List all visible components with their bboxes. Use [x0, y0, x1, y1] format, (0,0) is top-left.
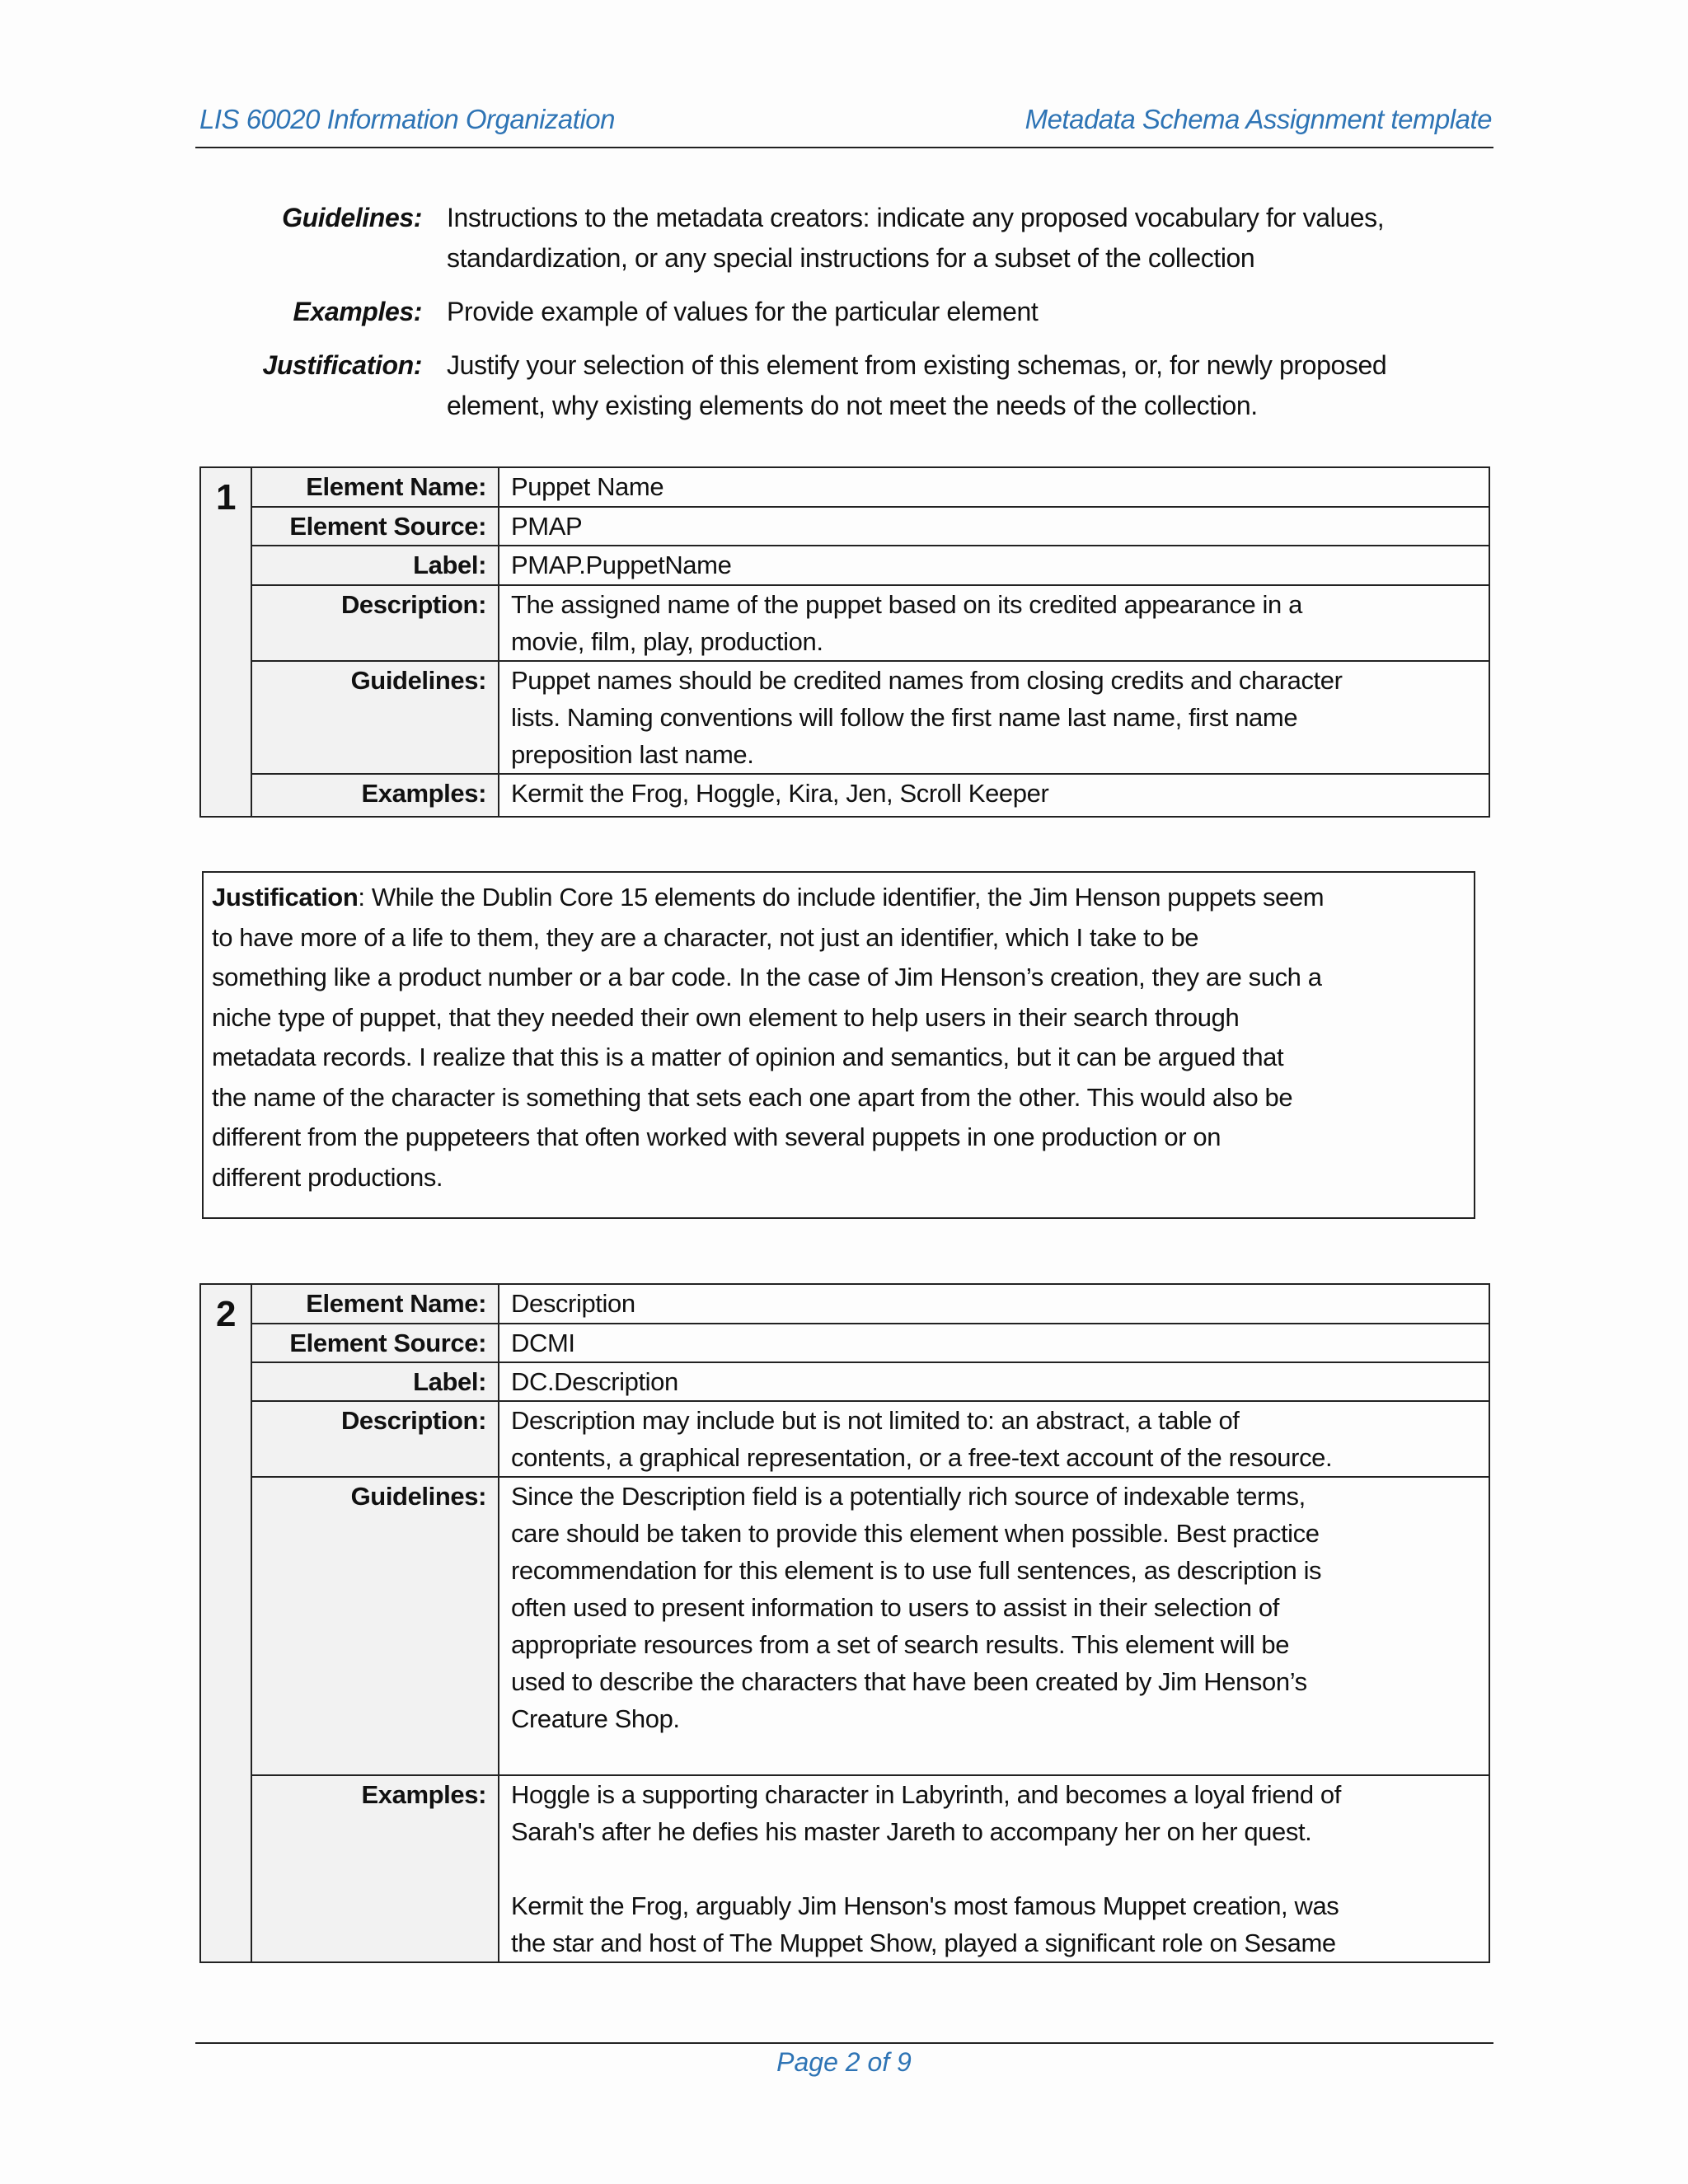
text-line: : While the Dublin Core 15 elements do include identifier, the Jim Henson puppets seem — [358, 883, 1325, 912]
header-doc-title: Metadata Schema Assignment template — [1025, 104, 1492, 134]
text-line: Description may include but is not limited to: an abstract, a table of — [511, 1406, 1240, 1435]
text-line: Description — [511, 1289, 635, 1318]
text-line: The assigned name of the puppet based on its credited appearance in a — [511, 590, 1302, 619]
field-label: Element Source: — [251, 507, 499, 546]
field-value — [499, 1362, 1489, 1401]
element-table-1 — [199, 466, 1490, 818]
text-line: DCMI — [511, 1329, 575, 1357]
text-line: Kermit the Frog, arguably Jim Henson's most famous Muppet creation, was — [511, 1891, 1339, 1920]
element-number: 1 — [200, 467, 251, 817]
element-row — [200, 1401, 1489, 1477]
text-line: movie, film, play, production. — [511, 627, 823, 656]
text-line: Instructions to the metadata creators: indicate any proposed vocabulary for values, — [447, 203, 1385, 232]
field-label: Label: — [251, 546, 499, 585]
element-row — [200, 1324, 1489, 1362]
text-line: care should be taken to provide this element when possible. Best practice — [511, 1519, 1320, 1548]
field-value — [499, 546, 1489, 585]
field-label: Guidelines: — [251, 1477, 499, 1775]
field-value — [499, 585, 1489, 661]
text-line: element, why existing elements do not meet the needs of the collection. — [447, 391, 1258, 420]
text-line: different from the puppeteers that often worked with several puppets in one production or on — [212, 1122, 1221, 1151]
field-label: Element Source: — [251, 1324, 499, 1362]
text-line: the star and host of The Muppet Show, played a significant role on Sesame — [511, 1929, 1336, 1957]
element-row — [200, 774, 1489, 817]
justification-label: Justification — [212, 883, 359, 912]
text-line: PMAP — [511, 512, 583, 541]
text-line: recommendation for this element is to use full sentences, as description is — [511, 1556, 1322, 1585]
intro-label: Examples: — [293, 297, 422, 326]
field-label: Examples: — [251, 774, 499, 817]
text-line: Kermit the Frog, Hoggle, Kira, Jen, Scroll Keeper — [511, 779, 1049, 808]
intro-row — [198, 345, 1500, 426]
text-line: different productions. — [212, 1162, 443, 1192]
text-line: Hoggle is a supporting character in Labyrinth, and becomes a loyal friend of — [511, 1780, 1341, 1809]
element-row — [200, 467, 1489, 507]
element-row — [200, 1477, 1489, 1775]
field-value — [499, 1775, 1489, 1962]
text-line: Sarah's after he defies his master Jareth to accompany her on her quest. — [511, 1817, 1312, 1846]
intro-row — [198, 198, 1500, 279]
text-line: Creature Shop. — [511, 1704, 680, 1733]
field-value — [499, 1324, 1489, 1362]
intro-label: Justification: — [262, 350, 422, 380]
field-value — [499, 774, 1489, 817]
element-row — [200, 1362, 1489, 1401]
justification-box — [202, 871, 1475, 1219]
field-label: Description: — [251, 585, 499, 661]
text-line: the name of the character is something that sets each one apart from the other. This would also be — [212, 1082, 1293, 1112]
header-rule — [195, 147, 1493, 148]
text-line: Puppet Name — [511, 472, 664, 501]
text-line — [511, 1850, 1477, 1887]
text-line: standardization, or any special instructions for a subset of the collection — [447, 243, 1255, 273]
text-line: appropriate resources from a set of search results. This element will be — [511, 1630, 1290, 1659]
field-label: Examples: — [251, 1775, 499, 1962]
element-row — [200, 1775, 1489, 1962]
field-value — [499, 507, 1489, 546]
justification-text — [212, 883, 1465, 1197]
field-value — [499, 1284, 1489, 1324]
text-line: something like a product number or a bar code. In the case of Jim Henson’s creation, they are such a — [212, 963, 1322, 991]
text-line: metadata records. I realize that this is a matter of opinion and semantics, but it can be argued that — [212, 1043, 1284, 1071]
text-line: Puppet names should be credited names from closing credits and character — [511, 666, 1343, 695]
field-label: Element Name: — [251, 467, 499, 507]
element-row — [200, 546, 1489, 585]
text-line: contents, a graphical representation, or a free-text account of the resource. — [511, 1443, 1333, 1472]
element-row — [200, 507, 1489, 546]
text-line: often used to present information to users to assist in their selection of — [511, 1593, 1279, 1622]
field-value — [499, 1477, 1489, 1775]
text-line: DC.Description — [511, 1367, 678, 1396]
intro-text — [447, 198, 1500, 279]
text-line: used to describe the characters that have been created by Jim Henson’s — [511, 1667, 1307, 1696]
element-number: 2 — [200, 1284, 251, 1962]
element-row — [200, 1284, 1489, 1324]
element-row — [200, 661, 1489, 774]
intro-legend — [198, 198, 1500, 439]
field-value — [499, 661, 1489, 774]
text-line: lists. Naming conventions will follow the first name last name, first name — [511, 703, 1298, 732]
text-line: to have more of a life to them, they are a character, not just an identifier, which I take to be — [212, 922, 1199, 952]
intro-text — [447, 345, 1500, 426]
footer-rule — [195, 2042, 1493, 2044]
intro-row — [198, 292, 1500, 332]
field-label: Description: — [251, 1401, 499, 1477]
field-label: Guidelines: — [251, 661, 499, 774]
text-line: Since the Description field is a potentially rich source of indexable terms, — [511, 1482, 1306, 1511]
text-line: Justify your selection of this element from existing schemas, or, for newly proposed — [447, 350, 1387, 380]
text-line: PMAP.PuppetName — [511, 551, 732, 579]
text-line: niche type of puppet, that they needed their own element to help users in their search through — [212, 1002, 1240, 1032]
page-number: Page 2 of 9 — [776, 2047, 912, 2077]
text-line: preposition last name. — [511, 740, 754, 769]
element-row — [200, 585, 1489, 661]
intro-text — [447, 292, 1500, 332]
text-line: Provide example of values for the particular element — [447, 297, 1039, 326]
header-course: LIS 60020 Information Organization — [199, 104, 615, 134]
field-label: Label: — [251, 1362, 499, 1401]
field-value — [499, 1401, 1489, 1477]
intro-label: Guidelines: — [282, 203, 422, 232]
field-label: Element Name: — [251, 1284, 499, 1324]
field-value — [499, 467, 1489, 507]
element-table-2 — [199, 1283, 1490, 1963]
